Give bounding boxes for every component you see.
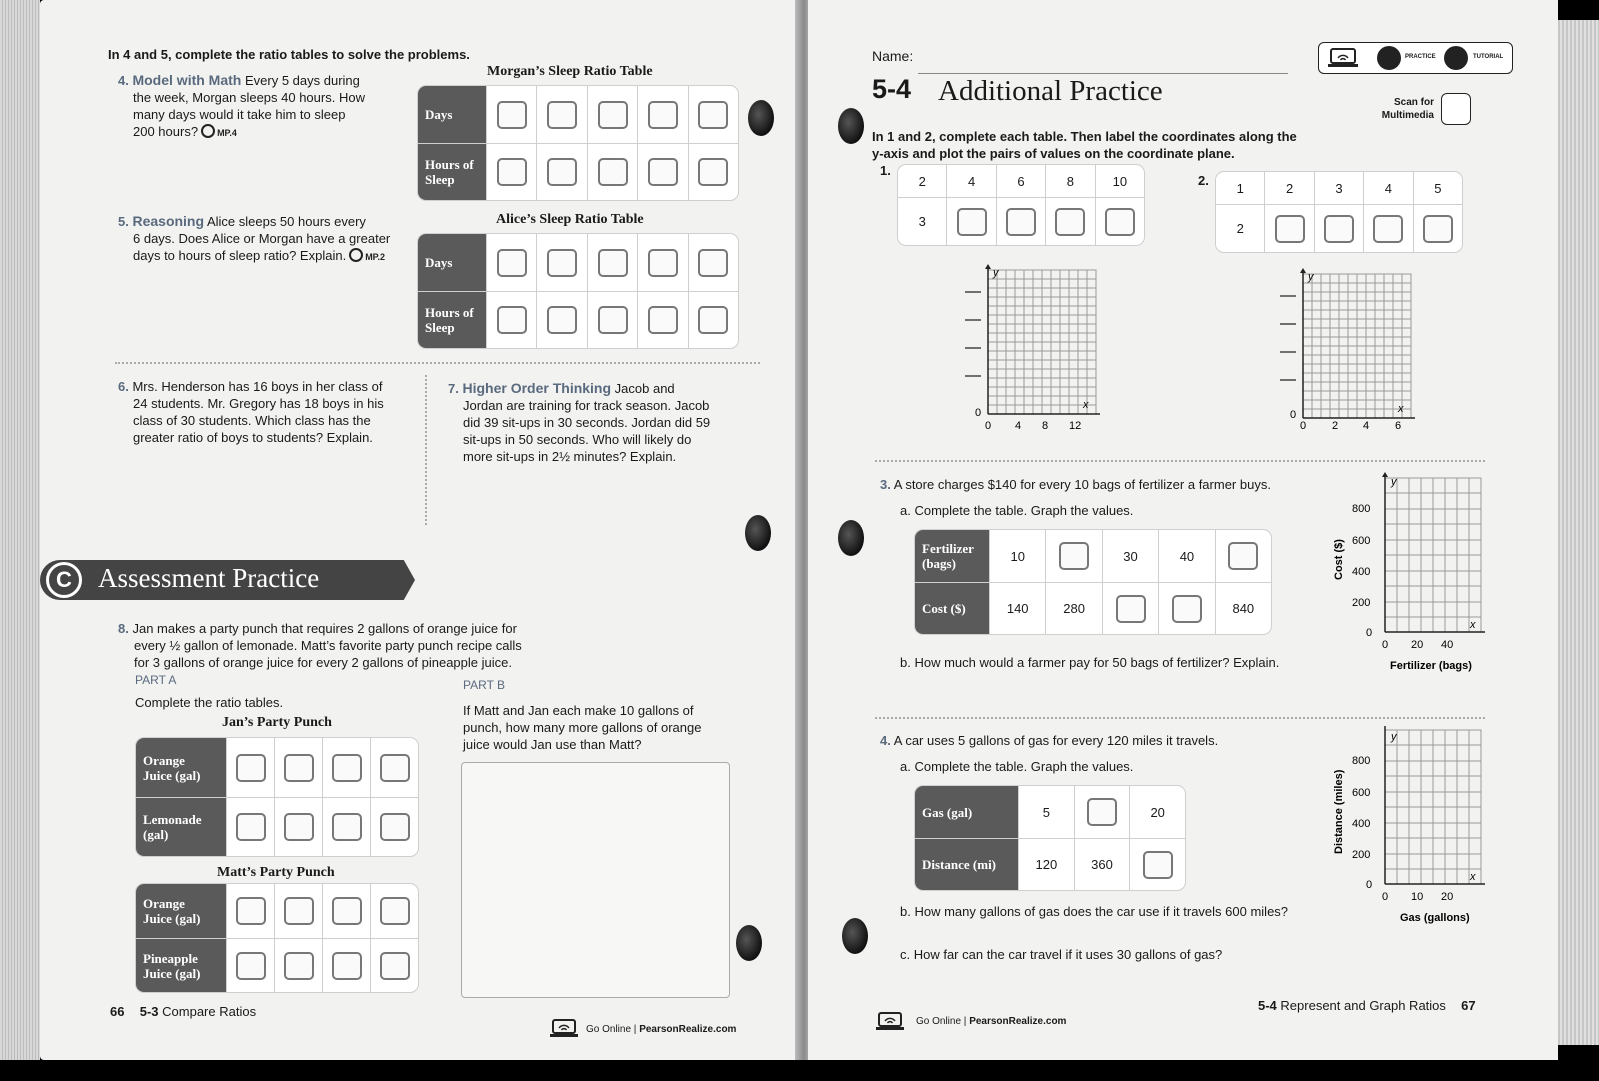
grid-4-y-label: y	[1391, 731, 1397, 743]
right-problem-4-number: 4.	[880, 733, 891, 748]
grid-4-ytick: 0	[1366, 879, 1373, 891]
distance-value: 360	[1074, 838, 1130, 890]
assessment-practice-title: Assessment Practice	[98, 563, 320, 593]
matt-ratio-table	[136, 884, 418, 992]
grid-2-xtick: 6	[1395, 420, 1402, 432]
column-divider	[425, 375, 427, 525]
name-label: Name:	[872, 48, 914, 64]
problem-7-line-4: sit-ups in 50 seconds. Who will likely do	[463, 432, 692, 447]
answer-box[interactable]	[698, 306, 728, 334]
answer-box[interactable]	[380, 754, 410, 782]
jan-orange-header-line-1: Orange	[143, 752, 185, 768]
matt-orange-header-line-1: Orange	[143, 896, 185, 911]
answer-box[interactable]	[1275, 215, 1305, 243]
grid-4-x-axis-title: Gas (gallons)	[1400, 912, 1470, 924]
problem-7-line-2: Jordan are training for track season. Jacob	[463, 398, 710, 413]
problem-4	[118, 72, 418, 142]
table-1-cell: 3	[898, 197, 946, 245]
table-2	[1216, 172, 1462, 252]
problem-4-line-1: Every 5 days during	[244, 73, 360, 88]
fertilizer-value: 10	[989, 530, 1045, 582]
answer-box[interactable]	[497, 249, 527, 277]
binder-hole	[838, 520, 864, 556]
answer-box[interactable]	[957, 208, 987, 236]
alice-table-title: Alice’s Sleep Ratio Table	[496, 212, 644, 227]
grid-1-xtick: 0	[985, 420, 992, 432]
answer-box[interactable]	[236, 813, 266, 841]
problem-6-number: 6.	[118, 379, 129, 394]
left-page-stack-edge	[0, 0, 40, 1060]
answer-box[interactable]	[1324, 215, 1354, 243]
grid-3-xtick: 20	[1411, 639, 1424, 651]
left-intro: In 4 and 5, complete the ratio tables to solve the problems.	[108, 47, 470, 62]
matt-pineapple-header-line-2: Juice (gal)	[143, 965, 201, 981]
pearson-link[interactable]: PearsonRealize.com	[969, 1016, 1067, 1027]
answer-box[interactable]	[1116, 595, 1146, 623]
problem-3a: a. Complete the table. Graph the values.	[900, 503, 1134, 518]
part-b-line-1: If Matt and Jan each make 10 gallons of	[463, 703, 694, 718]
morgan-table-title: Morgan’s Sleep Ratio Table	[487, 64, 653, 79]
answer-box[interactable]	[332, 754, 362, 782]
alice-hours-header-line-1: Hours of	[425, 305, 474, 320]
grid-1-xtick: 12	[1069, 420, 1082, 432]
answer-box[interactable]	[598, 249, 628, 277]
left-section-title: Compare Ratios	[162, 1004, 257, 1019]
gas-value: 5	[1018, 786, 1074, 838]
grid-4-xtick: 20	[1441, 891, 1454, 903]
part-b-line-2: punch, how many more gallons of orange	[463, 720, 702, 735]
grid-3-y-axis-title: Cost ($)	[1333, 539, 1345, 580]
matt-orange-header	[136, 884, 226, 938]
matt-table-title: Matt’s Party Punch	[217, 865, 335, 880]
right-intro-line-1: In 1 and 2, complete each table. Then label the coordinates along the	[872, 129, 1297, 144]
go-online-label: Go Online	[586, 1024, 632, 1035]
fertilizer-value: 30	[1102, 530, 1158, 582]
gas-header: Gas (gal)	[915, 786, 1018, 838]
answer-box[interactable]	[380, 897, 410, 925]
answer-box[interactable]	[1172, 595, 1202, 623]
answer-box[interactable]	[547, 158, 577, 186]
answer-box[interactable]	[284, 754, 314, 782]
right-problem-4a: a. Complete the table. Graph the values.	[900, 759, 1134, 774]
lesson-number: 5-4	[872, 74, 912, 104]
grid-4-ytick: 600	[1352, 787, 1371, 799]
problem-8-number: 8.	[118, 621, 129, 636]
right-section-title: Represent and Graph Ratios	[1280, 998, 1446, 1013]
matt-pineapple-header-line-1: Pineapple	[143, 950, 198, 966]
fertilizer-table	[915, 530, 1271, 634]
problem-4-line-3: many days would it take him to sleep	[133, 107, 346, 122]
table-2-cell: 2	[1216, 204, 1264, 252]
table-1-cell: 4	[946, 165, 995, 197]
grid-2-xtick: 0	[1300, 420, 1307, 432]
table-1-number: 1.	[880, 163, 891, 178]
answer-box[interactable]	[598, 101, 628, 129]
grid-4-xtick: 10	[1411, 891, 1424, 903]
gas-value: 20	[1129, 786, 1185, 838]
answer-box[interactable]	[236, 952, 266, 980]
scan-line-2: Multimedia	[1381, 110, 1434, 121]
matt-orange-header-line-2: Juice (gal)	[143, 911, 201, 926]
grid-3-ytick: 200	[1352, 597, 1371, 609]
lesson-title: Additional Practice	[938, 75, 1163, 107]
answer-box[interactable]	[380, 952, 410, 980]
grid-2-origin: 0	[1290, 409, 1297, 421]
alice-ratio-table	[418, 234, 738, 348]
answer-box[interactable]	[332, 813, 362, 841]
right-footer	[1258, 998, 1476, 1013]
answer-box[interactable]	[1423, 215, 1453, 243]
cost-value: 140	[989, 582, 1045, 634]
answer-box[interactable]	[698, 158, 728, 186]
table-2-cell: 2	[1264, 172, 1313, 204]
grid-3-xtick: 0	[1382, 639, 1389, 651]
distance-value: 120	[1018, 838, 1074, 890]
answer-box[interactable]	[648, 158, 678, 186]
jan-lemonade-header	[136, 797, 226, 856]
problem-5-number: 5.	[118, 214, 129, 229]
answer-box[interactable]	[284, 813, 314, 841]
problem-7-line-5: more sit-ups in 2½ minutes? Explain.	[463, 449, 677, 464]
grid-4-x-label: x	[1470, 871, 1476, 883]
right-go-online[interactable]: Go Online | PearsonRealize.com	[916, 1016, 1067, 1027]
alice-hours-header	[418, 291, 486, 348]
fertilizer-cost-grid[interactable]	[1330, 472, 1490, 682]
laptop-wifi-icon[interactable]	[1328, 47, 1358, 74]
answer-box[interactable]	[497, 306, 527, 334]
grid-1-x-label: x	[1083, 399, 1089, 411]
jan-lemonade-header-line-1: Lemonade	[143, 812, 202, 827]
assessment-c-icon: C	[46, 562, 82, 598]
right-problem-4-statement: A car uses 5 gallons of gas for every 120 miles it travels.	[893, 733, 1219, 748]
problem-3-text	[880, 476, 1271, 493]
grid-3-x-label: x	[1470, 619, 1476, 631]
part-b-answer-area[interactable]	[461, 762, 730, 998]
problem-7-title: Higher Order Thinking	[462, 380, 612, 396]
grid-3-ytick: 400	[1352, 566, 1371, 578]
binder-hole	[745, 515, 771, 551]
answer-box[interactable]	[332, 897, 362, 925]
jan-orange-header	[136, 738, 226, 797]
answer-box[interactable]	[1059, 542, 1089, 570]
table-1-cell: 10	[1095, 165, 1144, 197]
right-problem-4c: c. How far can the car travel if it uses 30 gallons of gas?	[900, 947, 1223, 962]
answer-box[interactable]	[1006, 208, 1036, 236]
problem-7-number: 7.	[448, 381, 459, 396]
morgan-hours-header	[418, 143, 486, 200]
grid-3-ytick: 600	[1352, 535, 1371, 547]
left-footer	[110, 1004, 256, 1019]
right-intro	[872, 128, 1297, 162]
grid-4-y-axis-title: Distance (miles)	[1333, 769, 1345, 854]
part-b-line-3: juice would Jan use than Matt?	[463, 737, 642, 752]
matt-pineapple-header	[136, 938, 226, 992]
cost-value: 840	[1215, 582, 1271, 634]
jan-table-title: Jan’s Party Punch	[222, 715, 332, 730]
problem-3-statement: A store charges $140 for every 10 bags of fertilizer a farmer buys.	[893, 477, 1271, 492]
grid-2-xtick: 2	[1332, 420, 1339, 432]
problem-5-line-3: days to hours of sleep ratio? Explain.	[133, 248, 347, 263]
problem-6-line-3: class of 30 students. Which class has the	[133, 413, 371, 428]
part-a-label: PART A	[135, 673, 177, 687]
problem-6-line-4: greater ratio of boys to students? Explain.	[133, 430, 373, 445]
grid-3-ytick: 800	[1352, 503, 1371, 515]
answer-box[interactable]	[547, 249, 577, 277]
answer-box[interactable]	[497, 101, 527, 129]
grid-1-xtick: 8	[1042, 420, 1049, 432]
problem-8-line-3: for 3 gallons of orange juice for every 2 gallons of pineapple juice.	[134, 655, 512, 670]
part-a-text: Complete the ratio tables.	[135, 695, 284, 710]
grid-1-xtick: 4	[1015, 420, 1022, 432]
problem-5-line-2: 6 days. Does Alice or Morgan have a greater	[133, 231, 391, 246]
answer-box[interactable]	[648, 101, 678, 129]
grid-3-y-label: y	[1391, 476, 1397, 488]
problem-6-line-1: Mrs. Henderson has 16 boys in her class of	[132, 379, 383, 394]
fertilizer-header	[915, 530, 989, 582]
name-line[interactable]	[918, 73, 1288, 74]
left-section-number: 5-3	[139, 1004, 159, 1019]
fertilizer-header-line-1: Fertilizer	[922, 541, 974, 556]
jan-lemonade-header-line-2: (gal)	[143, 827, 169, 842]
tutorial-label: TUTORIAL	[1473, 54, 1504, 60]
answer-box[interactable]	[332, 952, 362, 980]
answer-box[interactable]	[547, 306, 577, 334]
scan-for-multimedia	[1378, 96, 1434, 122]
table-2-cell: 4	[1363, 172, 1412, 204]
problem-6-line-2: 24 students. Mr. Gregory has 18 boys in his	[133, 396, 384, 411]
problem-4-line-2: the week, Morgan sleeps 40 hours. How	[133, 90, 365, 105]
table-1-cell: 8	[1045, 165, 1094, 197]
table-1-cell: 2	[918, 173, 926, 189]
answer-box[interactable]	[598, 158, 628, 186]
coordinate-grid-2[interactable]	[1270, 266, 1420, 446]
laptop-wifi-icon	[550, 1018, 578, 1038]
problem-3b: b. How much would a farmer pay for 50 bags of fertilizer? Explain.	[900, 655, 1280, 670]
pearson-link[interactable]: PearsonRealize.com	[639, 1024, 737, 1035]
scan-line-1: Scan for	[1393, 97, 1434, 108]
grid-4-ytick: 200	[1352, 849, 1371, 861]
binder-hole	[748, 100, 774, 136]
problem-5-line-1: Alice sleeps 50 hours every	[206, 214, 366, 229]
problem-8-line-2: every ½ gallon of lemonade. Matt’s favorite party punch recipe calls	[134, 638, 522, 653]
answer-box[interactable]	[547, 101, 577, 129]
grid-2-x-label: x	[1398, 403, 1404, 415]
answer-box[interactable]	[1373, 215, 1403, 243]
answer-box[interactable]	[380, 813, 410, 841]
part-b-question	[463, 702, 743, 753]
left-page-number: 66	[110, 1004, 125, 1019]
binder-hole	[842, 918, 868, 954]
table-2-cell: 3	[1314, 172, 1363, 204]
grid-2-y-label: y	[1308, 271, 1314, 283]
answer-box[interactable]	[648, 249, 678, 277]
answer-box[interactable]	[648, 306, 678, 334]
practice-label: PRACTICE	[1405, 54, 1436, 60]
problem-6	[118, 378, 418, 446]
right-section-number: 5-4	[1258, 998, 1277, 1013]
answer-box[interactable]	[497, 158, 527, 186]
problem-4-title: Model with Math	[132, 72, 242, 88]
table-1	[898, 165, 1144, 245]
right-problem-4b: b. How many gallons of gas does the car use if it travels 600 miles?	[900, 904, 1289, 919]
problem-4-line-4: 200 hours?	[133, 124, 199, 139]
fertilizer-value: 40	[1158, 530, 1214, 582]
right-problem-4-text	[880, 732, 1218, 749]
laptop-wifi-icon	[876, 1011, 904, 1031]
answer-box[interactable]	[284, 897, 314, 925]
gas-distance-table	[915, 786, 1185, 890]
right-intro-line-2: y-axis and plot the pairs of values on the coordinate plane.	[872, 146, 1235, 161]
section-divider	[875, 460, 1485, 462]
grid-4-ytick: 800	[1352, 755, 1371, 767]
answer-box[interactable]	[1143, 851, 1173, 879]
alice-days-header: Days	[418, 234, 486, 291]
section-divider	[875, 717, 1485, 719]
left-go-online[interactable]: Go Online | PearsonRealize.com	[586, 1024, 737, 1035]
answer-box[interactable]	[1105, 208, 1135, 236]
problem-4-number: 4.	[118, 73, 129, 88]
table-1-cell: 6	[996, 165, 1045, 197]
problem-3-number: 3.	[880, 477, 891, 492]
morgan-hours-header-line-2: Sleep	[425, 172, 455, 187]
problem-7-line-3: did 39 sit-ups in 30 seconds. Jordan did 59	[463, 415, 711, 430]
answer-box[interactable]	[598, 306, 628, 334]
grid-3-ytick: 0	[1366, 627, 1373, 639]
scan-qr-icon[interactable]	[1441, 93, 1471, 125]
answer-box[interactable]	[236, 754, 266, 782]
tutorial-play-icon[interactable]	[1444, 46, 1468, 70]
table-2-cell: 5	[1413, 172, 1462, 204]
answer-box[interactable]	[236, 897, 266, 925]
problem-7	[448, 380, 748, 465]
section-divider	[115, 362, 760, 364]
answer-box[interactable]	[698, 249, 728, 277]
distance-header: Distance (mi)	[915, 838, 1018, 890]
cost-header: Cost ($)	[915, 582, 989, 634]
gas-distance-grid[interactable]	[1330, 726, 1490, 936]
morgan-hours-header-line-1: Hours of	[425, 157, 474, 172]
coordinate-grid-1[interactable]	[955, 262, 1105, 442]
grid-3-x-axis-title: Fertilizer (bags)	[1390, 660, 1472, 672]
morgan-days-header: Days	[418, 86, 486, 143]
grid-4-xtick: 0	[1382, 891, 1389, 903]
binder-hole	[736, 925, 762, 961]
practice-pencil-icon[interactable]	[1377, 46, 1401, 70]
problem-8	[118, 620, 568, 671]
table-2-number: 2.	[1198, 173, 1209, 188]
alice-hours-header-line-2: Sleep	[425, 320, 455, 335]
grid-1-y-label: y	[993, 267, 999, 279]
binder-hole	[838, 108, 864, 144]
problem-5-title: Reasoning	[132, 213, 205, 229]
cost-value: 280	[1045, 582, 1101, 634]
right-page-number: 67	[1461, 998, 1476, 1013]
grid-1-lines	[988, 270, 1096, 414]
answer-box[interactable]	[284, 952, 314, 980]
problem-7-line-1: Jacob and	[614, 381, 675, 396]
table-2-cell: 1	[1236, 180, 1244, 196]
morgan-ratio-table	[418, 86, 738, 200]
fertilizer-header-line-2: (bags)	[922, 556, 956, 571]
grid-3-xtick: 40	[1441, 639, 1454, 651]
jan-orange-header-line-2: Juice (gal)	[143, 767, 201, 783]
mp2-badge: MP.2	[349, 248, 385, 266]
grid-4-ytick: 400	[1352, 818, 1371, 830]
go-online-label: Go Online	[916, 1016, 962, 1027]
mp4-badge: MP.4	[201, 124, 237, 142]
answer-box[interactable]	[698, 101, 728, 129]
grid-2-xtick: 4	[1363, 420, 1370, 432]
answer-box[interactable]	[1087, 798, 1117, 826]
grid-1-origin: 0	[975, 407, 982, 419]
problem-8-line-1: Jan makes a party punch that requires 2 gallons of orange juice for	[132, 621, 517, 636]
jan-ratio-table	[136, 738, 418, 856]
part-b-label: PART B	[463, 678, 506, 692]
problem-5	[118, 213, 418, 266]
answer-box[interactable]	[1055, 208, 1085, 236]
right-page-stack-edge	[1558, 20, 1599, 1045]
answer-box[interactable]	[1228, 542, 1258, 570]
